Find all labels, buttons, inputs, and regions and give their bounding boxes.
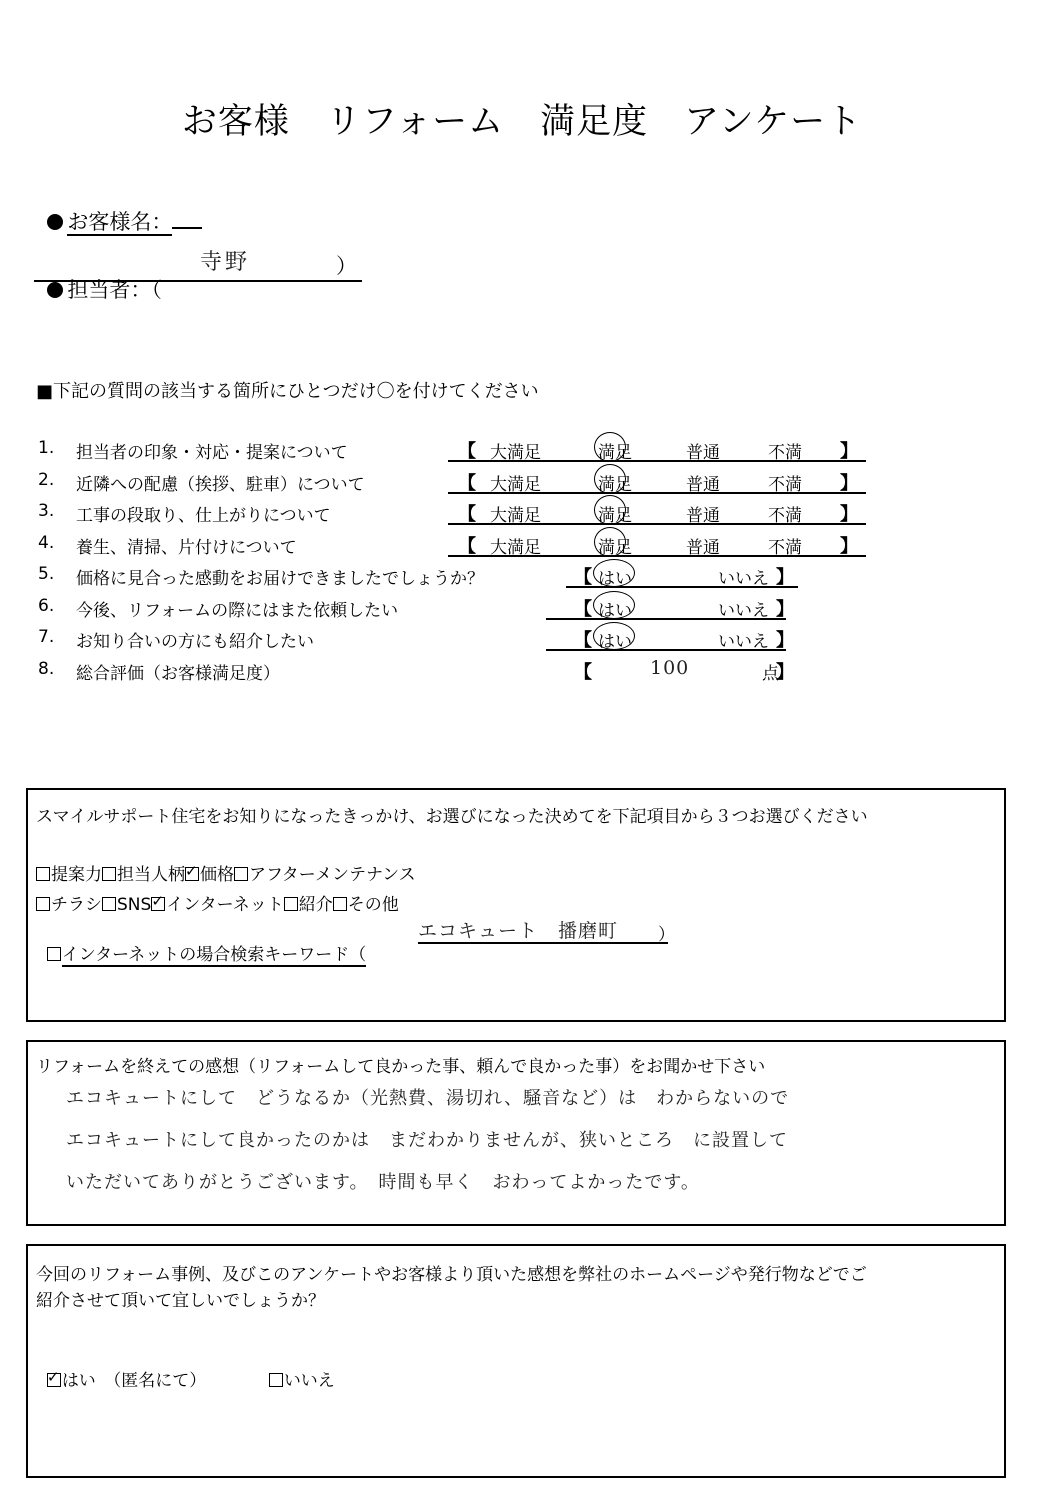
source-option-label: アフターメンテナンス: [249, 865, 416, 885]
answer-circle: [594, 495, 626, 525]
source-option-label: 紹介: [298, 895, 333, 915]
bracket-open: 【: [458, 441, 476, 462]
answer-circle: [593, 559, 635, 587]
question-text: 担当者の印象・対応・提案について: [76, 443, 348, 463]
question-number: 6.: [38, 595, 55, 616]
keyword-close-paren: ）: [658, 925, 675, 945]
question-text: 価格に見合った感動をお届けできましたでしょうか？: [76, 569, 484, 589]
answer-option[interactable]: 不満: [768, 443, 802, 463]
checkbox[interactable]: [234, 867, 248, 881]
answer-option[interactable]: はい: [598, 600, 632, 621]
answer-option[interactable]: 普通: [686, 474, 720, 495]
consent-yes-option[interactable]: [36, 1346, 206, 1391]
answer-option[interactable]: はい: [598, 632, 632, 652]
bracket-close: 】: [776, 630, 794, 651]
question-number: 4.: [38, 532, 55, 553]
answer-option[interactable]: いいえ: [718, 569, 769, 589]
bracket-open: 【: [458, 472, 476, 494]
answer-option[interactable]: 普通: [686, 443, 720, 463]
bracket-open: 【: [574, 598, 592, 620]
answer-option[interactable]: 普通: [686, 537, 720, 558]
checkbox[interactable]: [102, 897, 116, 911]
bracket-close: 】: [840, 504, 858, 525]
question-text: 近隣への配慮（挨拶、駐車）について: [76, 474, 365, 495]
staff-field: [34, 250, 362, 302]
answer-circle: [593, 591, 635, 619]
consent-heading-line-2: 紹介させて頂いて宜しいでしょうか？: [36, 1291, 325, 1311]
checkbox[interactable]: [151, 897, 165, 911]
checkbox[interactable]: [284, 897, 298, 911]
score-unit: 点: [762, 663, 779, 684]
checkbox[interactable]: [47, 1373, 61, 1387]
customer-name-label: お客様名：: [67, 210, 173, 234]
impression-line-2: エコキュートにして良かったのかは まだわかりませんが、狭いところ に設置して: [66, 1130, 788, 1151]
answer-option[interactable]: 大満足: [490, 506, 541, 526]
question-text: 総合評価（お客様満足度）: [76, 663, 280, 684]
bracket-open: 【: [574, 567, 592, 588]
consent-yes-label: はい （匿名にて）: [61, 1371, 207, 1391]
customer-name-underline: [172, 227, 202, 229]
answer-option[interactable]: はい: [598, 569, 632, 589]
checkbox[interactable]: [36, 897, 50, 911]
question-number: 8.: [38, 658, 55, 679]
question-number: 7.: [38, 627, 55, 647]
answer-option[interactable]: 大満足: [490, 474, 541, 495]
total-score-handwritten: 100: [650, 656, 690, 679]
answer-option[interactable]: 不満: [768, 474, 802, 495]
checkbox[interactable]: [269, 1373, 283, 1387]
impression-line-1: エコキュートにして どうなるか（光熱費、湯切れ、騒音など）は わからないので: [66, 1088, 790, 1109]
answer-option[interactable]: 満足: [598, 506, 632, 526]
checkbox[interactable]: [185, 867, 199, 881]
question-text: 今後、リフォームの際にはまた依頼したい: [76, 600, 399, 621]
answer-option[interactable]: 満足: [598, 537, 632, 558]
answer-circle: [594, 432, 626, 462]
answer-option[interactable]: 満足: [598, 474, 632, 495]
answer-option[interactable]: 普通: [686, 506, 720, 526]
question-text: 工事の段取り、仕上がりについて: [76, 506, 331, 526]
staff-label: 担当者：（: [67, 278, 162, 302]
question-number: 2.: [38, 469, 55, 490]
source-option-label: インターネット: [166, 895, 284, 915]
question-text: 養生、清掃、片付けについて: [76, 537, 297, 558]
answer-circle: [594, 464, 626, 494]
bracket-open: 【: [458, 535, 476, 557]
checkbox[interactable]: [36, 867, 50, 881]
staff-close-paren: ）: [336, 254, 357, 278]
source-option-label: 価格: [200, 865, 234, 885]
question-number: 5.: [38, 564, 55, 584]
source-option-label: その他: [347, 895, 399, 915]
answer-circle: [594, 527, 626, 557]
checkbox[interactable]: [47, 947, 61, 961]
answer-option[interactable]: 大満足: [490, 537, 541, 558]
survey-title: お客様 リフォーム 満足度 アンケート: [181, 102, 863, 142]
customer-name-field: [34, 182, 202, 236]
bracket-close: 】: [840, 472, 858, 494]
bracket-close: 】: [840, 441, 858, 462]
answer-option[interactable]: 不満: [768, 506, 802, 526]
consent-heading-line-1: 今回のリフォーム事例、及びこのアンケートやお客様より頂いた感想を弊社のホームページや発行物などでご: [36, 1265, 867, 1285]
answer-circle: [593, 622, 635, 650]
question-text: お知り合いの方にも紹介したい: [76, 632, 314, 652]
source-option-label: 担当人柄: [117, 865, 185, 885]
source-option-label: チラシ: [51, 895, 102, 915]
bracket-close: 】: [776, 598, 794, 620]
bracket-close: 】: [840, 535, 858, 557]
impression-line-3: いただいてありがとうございます。 時間も早く おわってよかったです。: [66, 1172, 700, 1193]
keyword-label: インターネットの場合検索キーワード（: [61, 945, 367, 965]
answer-option[interactable]: 不満: [768, 537, 802, 558]
question-number: 1.: [38, 438, 55, 458]
keyword-row: [36, 920, 366, 965]
source-option-label: 提案力: [51, 865, 102, 885]
question-number: 3.: [38, 501, 55, 521]
staff-name-handwritten: 寺野: [200, 250, 251, 275]
instruction-text: ■下記の質問の該当する箇所にひとつだけ〇を付けてください: [36, 381, 539, 402]
bracket-close: 】: [776, 661, 794, 683]
bracket-open: 【: [574, 661, 592, 683]
impressions-heading: リフォームを終えての感想（リフォームして良かった事、頼んで良かった事）をお聞かせ下さい: [36, 1057, 766, 1077]
checkbox[interactable]: [102, 867, 116, 881]
bullet-icon: [47, 214, 63, 230]
bracket-open: 【: [458, 504, 476, 525]
bracket-open: 【: [574, 630, 592, 651]
answer-option[interactable]: いいえ: [718, 632, 769, 652]
source-row-1: [36, 860, 416, 885]
consent-no-label: いいえ: [283, 1371, 335, 1391]
bullet-icon: [47, 282, 63, 298]
source-row-2: [36, 890, 399, 915]
consent-no-option[interactable]: [258, 1346, 335, 1391]
answer-option[interactable]: 満足: [598, 443, 632, 463]
source-option-label: SNS: [117, 895, 152, 915]
answer-option[interactable]: 大満足: [490, 443, 541, 463]
checkbox[interactable]: [333, 897, 347, 911]
bracket-close: 】: [776, 567, 794, 588]
answer-option[interactable]: いいえ: [718, 600, 769, 621]
keyword-value-handwritten: エコキュート 播磨町: [418, 916, 668, 944]
source-heading: スマイルサポート住宅をお知りになったきっかけ、お選びになった決めてを下記項目から３つお選びください: [36, 807, 868, 827]
